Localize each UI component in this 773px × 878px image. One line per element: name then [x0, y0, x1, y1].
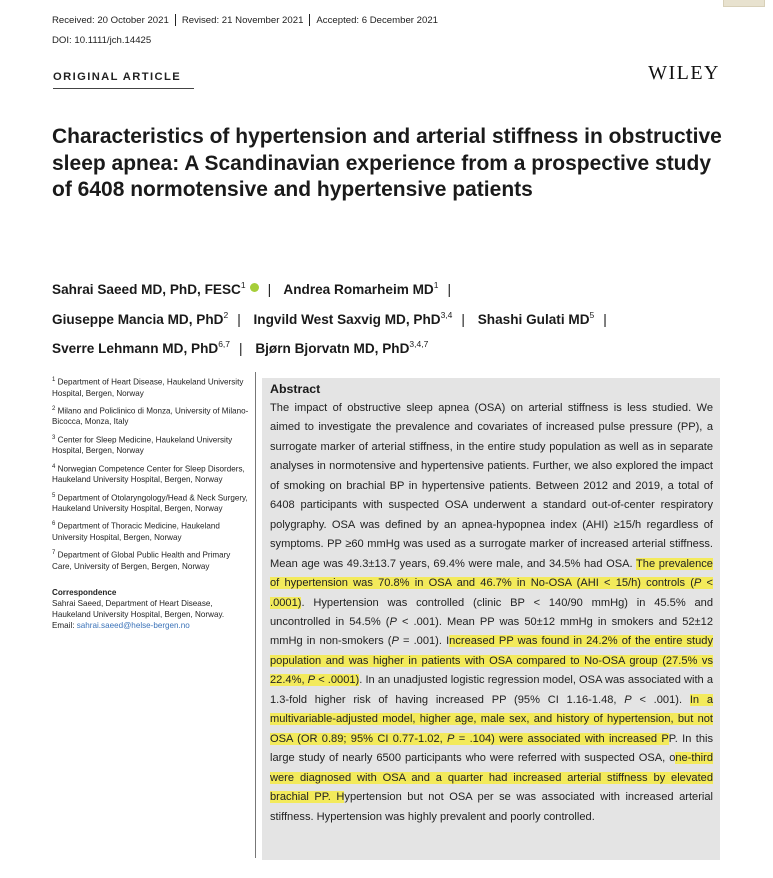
section-underline	[53, 88, 194, 89]
author-separator: |	[267, 282, 272, 297]
abstract-box	[262, 378, 720, 860]
affiliation-item: $^4$ Norwegian Competence Center for Sleep Disorders, Haukeland University Hospital, Bergen, Norway	[52, 463, 245, 485]
history-divider	[309, 14, 310, 26]
author-name[interactable]: Giuseppe Mancia MD, PhD$^2$	[52, 309, 229, 327]
author-name[interactable]: Sahrai Saeed MD, PhD, FESC$^1$	[52, 280, 246, 297]
revised-date: Revised: 21 November 2021	[181, 14, 304, 26]
correspondence-heading: Correspondence	[52, 587, 117, 597]
section-label: ORIGINAL ARTICLE	[53, 71, 182, 83]
correspondence-email-line: Email: sahrai.saeed@helse-bergen.no	[52, 620, 190, 630]
email-link[interactable]: sahrai.saeed@helse-bergen.no	[76, 620, 190, 630]
author-separator: |	[603, 311, 607, 327]
affiliation-item: $^7$ Department of Global Public Health and Primary Care, University of Bergen, Bergen, Norway	[52, 550, 231, 571]
doi: DOI: 10.1111/jch.14425	[52, 35, 152, 46]
author-list	[52, 273, 732, 362]
abstract-heading: Abstract	[270, 382, 321, 396]
highlighted-text: ncreased PP was found in 24.2% of the entire study population and was higher in patients with OSA compared to No-OSA group (27.5% vs 22.4%, P < .0001)	[270, 635, 713, 687]
affiliation-item: $^3$ Center for Sleep Medicine, Haukeland University Hospital, Bergen, Norway	[52, 434, 233, 456]
affiliation-item: $^5$ Department of Otolaryngology/Head & Neck Surgery, Haukeland University Hospital, Bergen, Norway	[52, 492, 248, 514]
author-name[interactable]: Shashi Gulati $MD^5$	[477, 309, 595, 327]
accepted-date: Accepted: 6 December 2021	[316, 14, 439, 26]
correspondence-details: Sahrai Saeed, Department of Heart Disease, Haukeland University Hospital, Bergen, Norway.	[52, 598, 225, 619]
affiliation-item: $^6$ Department of Thoracic Medicine, Haukeland University Hospital, Bergen, Norway	[52, 521, 220, 543]
author-name[interactable]: Andrea Romarheim $MD^1$	[283, 280, 439, 297]
affiliations-column	[52, 375, 252, 631]
highlighted-text: The prevalence of hypertension was 70.8% in OSA and 46.7% in No-OSA (AHI < 15/h) controls (P < .0001)	[270, 557, 714, 609]
article-title: Characteristics of hypertension and arterial stiffness in obstructive sleep apnea: A Scandinavian experience from a prospective study of 6408 normotensive and hypertensive patients	[52, 125, 722, 201]
author-name[interactable]: Sverre Lehmann MD, PhD$^{6,7}$	[52, 339, 231, 356]
author-name[interactable]: Bjørn Bjorvatn MD, PhD$^{3,4,7}$	[255, 339, 429, 356]
abstract-body: The impact of obstructive sleep apnea (OSA) on arterial stiffness is less studied. We aimed to investigate the prevalence and covariates of increased pulse pressure (PP), a surrogate marker of arterial stiffness, in the entire study population as well as in separate analyses in normotensive and hypertensive patients. Further, we also explored the impact of smoking on brachial BP in hypertensive patients. Between 2012 and 2019, a total of 6408 participants with suspected OSA underwent a standard out-of-center respiratory polygraphy. OSA was defined by an apnea-hypopnea index (AHI) ≥15/h regardless of symptoms. PP ≥60 mmHg was used as a surrogate marker of increased arterial stiffness. Mean age was 49.3±13.7 years, 69.4% were male, and 34.5% had OSA. The prevalence of hypertension was 70.8% in OSA and 46.7% in No-OSA (AHI < 15/h) controls (P < .0001). Hypertension was controlled (clinic BP < 140/90 mmHg) in 45.5% and uncontrolled in 54.5% (P < .001). Mean PP was 50±12 mmHg in smokers and 52±12 mmHg in non-smokers (P = .001). Increased PP was found in 24.2% of the entire study population and was higher in patients with OSA compared to No-OSA group (27.5% vs 22.4%, P < .0001). In an unadjusted logistic regression model, OSA was associated with a 1.3-fold higher risk of having increased PP (95% CI 1.16-1.48, P < .001). In a multivariable-adjusted model, higher age, male sex, and history of hypertension, but not OSA (OR 0.89; 95% CI 0.77-1.02, P = .104) were associated with increased PP. In this large study of nearly 6500 participants who were referred with suspected OSA, one-third were diagnosed with OSA and a quarter had increased arterial stiffness by elevated brachial PP. Hypertension but not OSA per se was associated with increased arterial stiffness. Hypertension was highly prevalent and poorly controlled.	[270, 402, 714, 823]
highlighted-text: ne-third were diagnosed with OSA and a quarter had increased arterial stiffness by elevated brachial PP. H	[270, 752, 713, 804]
author-separator: |	[447, 282, 451, 297]
author-name[interactable]: Ingvild West Saxvig MD, PhD$^{3,4}$	[253, 309, 453, 327]
article-history	[52, 14, 438, 26]
history-divider	[175, 14, 176, 26]
highlighted-text: In a multivariable-adjusted model, higher age, male sex, and history of hypertension, but not OSA (OR 0.89; 95% CI 0.77-1.02, P = .104) were associated with increased P	[270, 693, 713, 745]
column-divider	[255, 372, 256, 858]
author-separator: |	[239, 341, 243, 356]
affiliation-item: $^2$ Milano and Policlinico di Monza, University of Milano-Bicocca, Monza, Italy	[52, 405, 249, 427]
received-date: Received: 20 October 2021	[52, 14, 169, 26]
orcid-icon[interactable]	[250, 283, 259, 292]
corner-tab-decoration	[723, 0, 765, 7]
author-separator: |	[461, 311, 465, 327]
publisher-logo: WILEY	[648, 62, 720, 84]
author-separator: |	[237, 311, 241, 327]
affiliation-item: $^1$ Department of Heart Disease, Haukeland University Hospital, Bergen, Norway	[52, 377, 244, 398]
